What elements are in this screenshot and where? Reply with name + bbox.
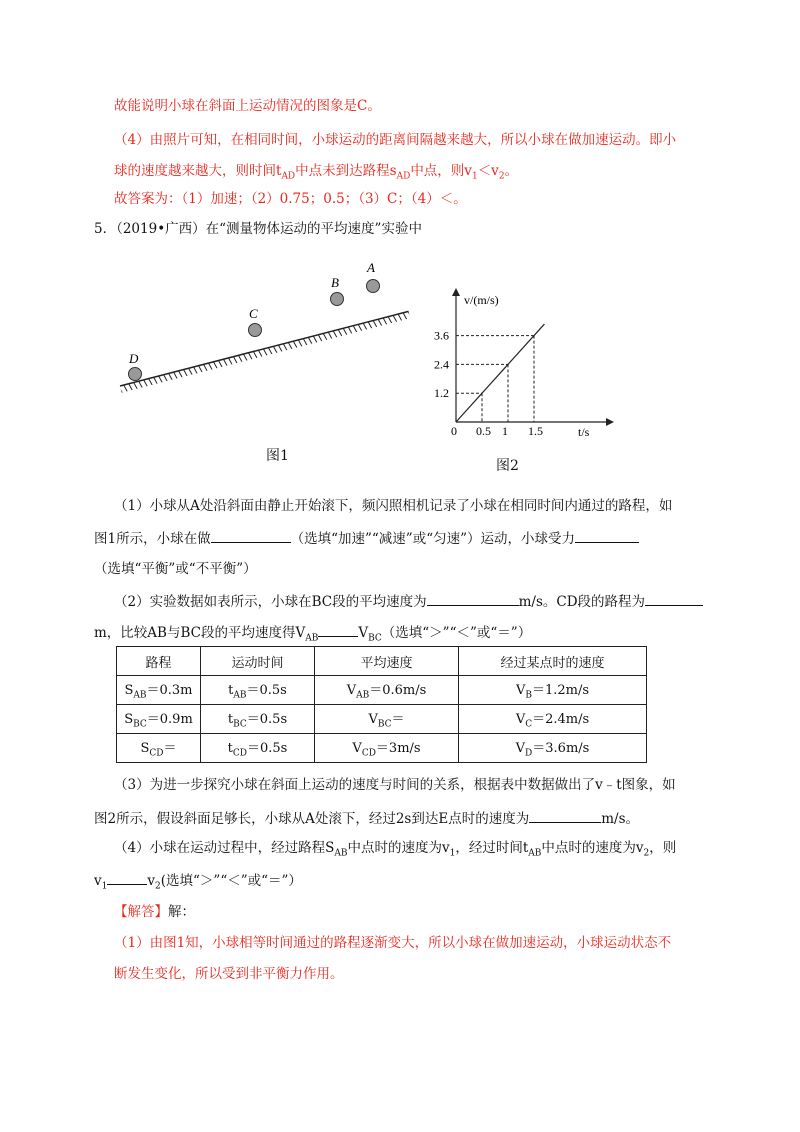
- subscript: 2: [643, 848, 650, 859]
- text-segment: 中点，则v: [410, 163, 472, 179]
- ball-b: [331, 293, 344, 306]
- table-cell: $V_{BC}=$: [315, 705, 459, 734]
- text-segment: （4）小球在运动过程中，经过路程S: [114, 840, 335, 856]
- y-tick-label: 2.4: [434, 357, 449, 372]
- column-header: 经过某点时的速度: [459, 647, 647, 676]
- ball-a: [367, 280, 380, 293]
- series-line: [456, 324, 544, 422]
- table-cell: $V_{AB}=0.6m/s$: [315, 676, 459, 705]
- prev-answer-line-2: （4）由照片可知，在相同时间，小球运动的距离间隔越来越大，所以小球在做加速运动。即小: [114, 132, 677, 148]
- text-segment: V: [358, 625, 369, 641]
- y-axis-arrow: [452, 288, 460, 296]
- table-cell: $S_{CD}=$: [117, 734, 201, 763]
- column-header: 平均速度: [315, 647, 459, 676]
- answer-blank[interactable]: [529, 808, 601, 823]
- text-segment: ＜v: [477, 163, 499, 179]
- text-segment: 。: [504, 163, 519, 179]
- text-segment: 中点时的速度为v: [347, 840, 450, 856]
- subscript: AD: [281, 171, 296, 182]
- prev-answer-line-3: [114, 162, 518, 186]
- solution-header: [114, 903, 195, 921]
- point-label-d: D: [129, 351, 139, 366]
- text-segment: v: [94, 873, 102, 889]
- table-cell: $S_{AB}=0.3m$: [117, 676, 201, 705]
- figure-2-label: 图2: [496, 458, 519, 474]
- table-cell: $t_{BC}=0.5s$: [201, 705, 315, 734]
- incline-hatching: [120, 311, 410, 392]
- text-segment: （选填“＞”“＜”或“＝”）: [381, 625, 532, 641]
- table-cell: $t_{CD}=0.5s$: [201, 734, 315, 763]
- text-segment: （选填“加速”“减速”或“匀速”）运动，小球受力: [290, 531, 576, 547]
- column-header: 路程: [117, 647, 201, 676]
- question-title: 5．（2019•广西）在“测量物体运动的平均速度”实验中: [94, 221, 422, 237]
- subscript: AD: [396, 171, 411, 182]
- q4-line-1: [114, 839, 676, 863]
- text-segment: m/s。CD段的路程为: [518, 594, 646, 610]
- solution-line-1: （1）由图1知，小球相等时间通过的路程逐渐变大，所以小球在做加速运动，小球运动状态不: [114, 935, 672, 951]
- data-table: [116, 646, 647, 763]
- q1-line-2: [94, 528, 639, 548]
- q3-line-1: （3）为进一步探究小球在斜面上运动的速度与时间的关系，根据表中数据做出了v﹣t图象，如: [114, 777, 676, 793]
- point-label-c: C: [249, 306, 258, 321]
- q2-line-2: [94, 622, 531, 648]
- answer-blank[interactable]: [318, 622, 358, 637]
- subscript: 2: [155, 881, 161, 892]
- answer-blank[interactable]: [211, 528, 291, 543]
- subscript: AB: [528, 848, 542, 859]
- solution-line-2: 断发生变化，所以受到非平衡力作用。: [114, 966, 344, 982]
- table-row: [117, 705, 647, 734]
- text-segment: 图1所示，小球在做: [94, 531, 211, 547]
- text-segment: 中点未到达路程s: [295, 163, 397, 179]
- table-cell: $S_{BC}=0.9m$: [117, 705, 201, 734]
- answer-blank[interactable]: [427, 591, 519, 606]
- x-tick-label: 1.5: [528, 424, 543, 438]
- answer-blank[interactable]: [107, 870, 147, 885]
- figure-1-incline: [110, 256, 410, 406]
- q1-line-1: （1）小球从A处沿斜面由静止开始滚下，频闪照相机记录了小球在相同时间内通过的路程，如: [114, 498, 673, 514]
- subscript: BC: [368, 633, 382, 644]
- table-cell: $V_C=2.4m/s$: [459, 705, 647, 734]
- text-segment: 中点时的速度为v: [541, 840, 644, 856]
- answer-blank[interactable]: [575, 528, 639, 543]
- text-segment: 图2所示，假设斜面足够长，小球从A处滚下，经过2s到达E点时的速度为: [94, 811, 530, 827]
- prev-answer-line-4: 故答案为：（1）加速；（2）0.75；0.5；（3）C；（4）＜。: [114, 191, 467, 207]
- y-tick-label: 3.6: [434, 328, 449, 343]
- text-segment: m/s。: [601, 811, 639, 827]
- table-cell: $V_D=3.6m/s$: [459, 734, 647, 763]
- subscript: 1: [449, 848, 456, 859]
- x-tick-label: 1: [502, 424, 508, 438]
- ball-d: [129, 368, 142, 381]
- subscript: AB: [334, 848, 348, 859]
- table-cell: $t_{AB}=0.5s$: [201, 676, 315, 705]
- text-segment: 球的速度越来越大，则时间t: [114, 163, 282, 179]
- table-header-row: [117, 647, 647, 676]
- y-axis-label: v/(m/s): [464, 293, 499, 307]
- solution-label: 【解答】: [114, 904, 168, 920]
- answer-blank[interactable]: [645, 591, 703, 606]
- subscript: AB: [305, 633, 319, 644]
- q3-line-2: [94, 808, 639, 828]
- q4-line-2: [94, 870, 302, 896]
- subscript: 1: [101, 881, 108, 892]
- text-segment: （2）实验数据如表所示，小球在BC段的平均速度为: [114, 594, 427, 610]
- q2-line-1: [114, 591, 703, 611]
- prev-answer-line-1: 故能说明小球在斜面上运动情况的图象是C。: [114, 98, 381, 114]
- table-cell: $V_B=1.2m/s$: [459, 676, 647, 705]
- text-segment: ，则: [649, 840, 677, 856]
- table-row: [117, 734, 647, 763]
- x-axis-arrow: [606, 418, 614, 426]
- table-cell: $V_{CD}=3m/s$: [315, 734, 459, 763]
- column-header: 运动时间: [201, 647, 315, 676]
- table-row: [117, 676, 647, 705]
- figure-1-label: 图1: [266, 448, 289, 464]
- point-label-a: A: [367, 260, 375, 275]
- y-tick-label: 1.2: [434, 386, 449, 401]
- point-label-b: B: [331, 275, 339, 290]
- ball-c: [249, 324, 262, 337]
- solution-label-suffix: 解：: [168, 904, 195, 920]
- text-segment: (选填“＞”“＜”或“＝”）: [160, 873, 302, 889]
- text-segment: v: [147, 873, 156, 889]
- subscript: 1: [471, 171, 478, 182]
- x-tick-label: 0.5: [476, 424, 491, 438]
- text-segment: m，比较AB与BC段的平均速度得V: [94, 625, 306, 641]
- x-axis-label: t/s: [578, 425, 590, 439]
- subscript: 2: [498, 171, 505, 182]
- figure-2-vt-graph: [426, 284, 616, 444]
- text-segment: ，经过时间t: [455, 840, 529, 856]
- q1-line-3: （选填“平衡”或“不平衡”）: [94, 561, 257, 577]
- origin-label: 0: [451, 424, 457, 438]
